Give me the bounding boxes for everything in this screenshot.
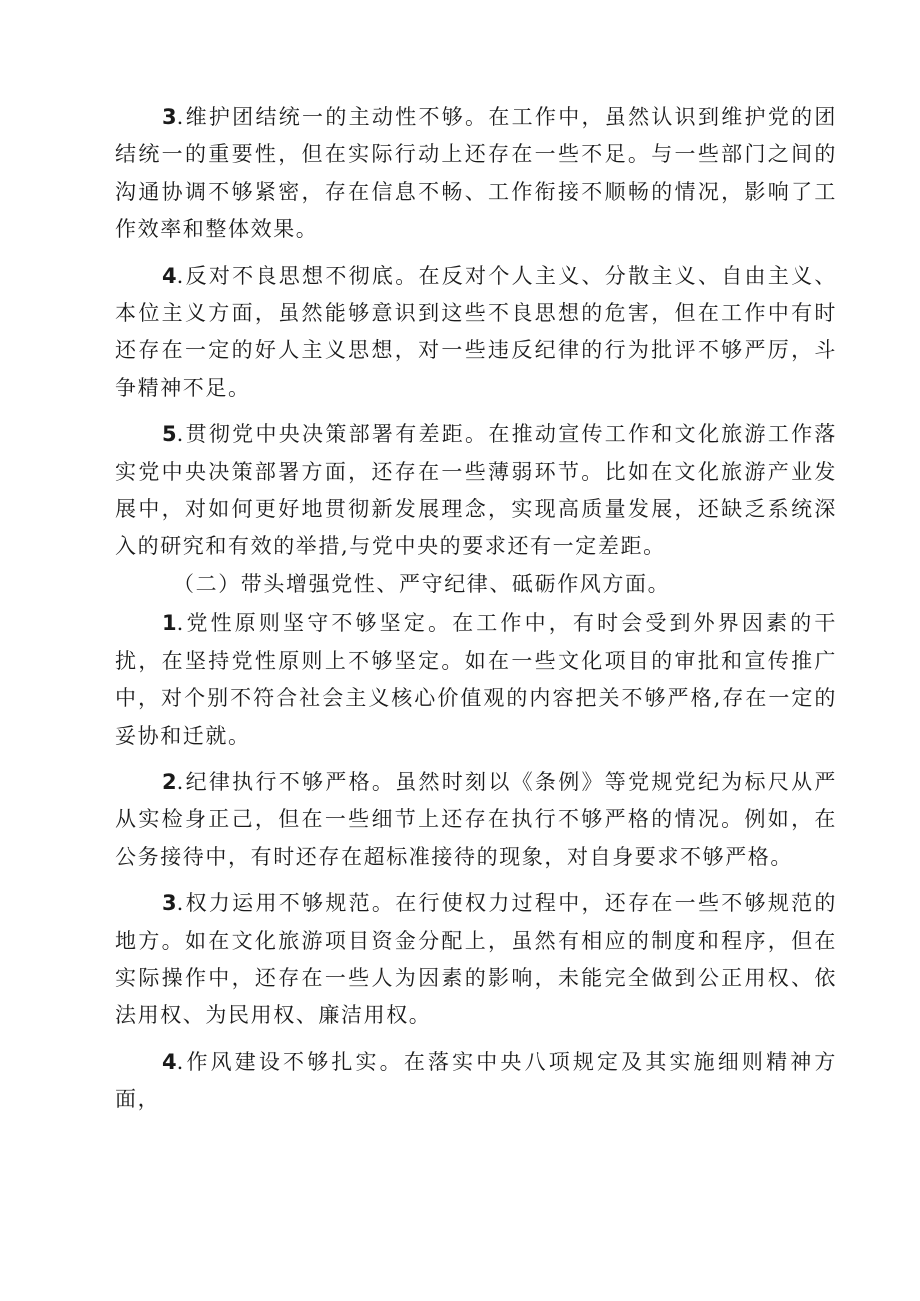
item-number: 3: [162, 105, 177, 129]
paragraph-text: .党性原则坚守不够坚定。在工作中，有时会受到外界因素的干扰，在坚持党性原则上不够坚定。如在一些文化项目的审批和宣传推广中，对个别不符合社会主义核心价值观的内容把关不够严格,存在一定的妥协和迁就。: [115, 611, 837, 748]
item-number: 1: [162, 611, 177, 636]
paragraph-text: .纪律执行不够严格。虽然时刻以《条例》等党规党纪为标尺从严从实检身正己，但在一些细节上还存在执行不够严格的情况。例如，在公务接待中，有时还存在超标准接待的现象，对自身要求不够严格。: [115, 769, 837, 869]
item-number: 2: [162, 769, 177, 794]
document-body: [115, 99, 837, 1119]
item-number: 4: [162, 1049, 177, 1074]
paragraph-text: .贯彻党中央决策部署有差距。在推动宣传工作和文化旅游工作落实党中央决策部署方面，还存在一些薄弱环节。比如在文化旅游产业发展中，对如何更好地贯彻新发展理念，实现高质量发展，还缺乏系统深入的研究和有效的举措,与党中央的要求还有一定差距。: [115, 422, 837, 559]
paragraph-text: .权力运用不够规范。在行使权力过程中，还存在一些不够规范的地方。如在文化旅游项目资金分配上，虽然有相应的制度和程序，但在实际操作中，还存在一些人为因素的影响，未能完全做到公正用权、依法用权、为民用权、廉洁用权。: [115, 891, 837, 1028]
paragraph-text: .维护团结统一的主动性不够。在工作中，虽然认识到维护党的团结统一的重要性，但在实际行动上还存在一些不足。与一些部门之间的沟通协调不够紧密，存在信息不畅、工作衔接不顺畅的情况，影响了工作效率和整体效果。: [115, 105, 837, 242]
paragraph-text: .作风建设不够扎实。在落实中央八项规定及其实施细则精神方面，: [115, 1049, 837, 1112]
section-heading: [115, 566, 837, 603]
paragraph-item: [115, 258, 837, 408]
paragraph-item: [115, 885, 837, 1035]
paragraph-item: [115, 416, 837, 566]
paragraph-item: [115, 1044, 837, 1119]
item-number: 3: [162, 891, 177, 916]
section-heading-text: （二）带头增强党性、严守纪律、砥砺作风方面。: [173, 571, 671, 596]
item-number: 5: [162, 422, 177, 447]
paragraph-text: .反对不良思想不彻底。在反对个人主义、分散主义、自由主义、本位主义方面，虽然能够意识到这些不良思想的危害，但在工作中有时还存在一定的好人主义思想，对一些违反纪律的行为批评不够严厉，斗争精神不足。: [115, 263, 837, 400]
paragraph-item: [115, 764, 837, 876]
item-number: 4: [162, 263, 177, 288]
paragraph-item: [115, 605, 837, 755]
paragraph-item: [115, 99, 837, 249]
